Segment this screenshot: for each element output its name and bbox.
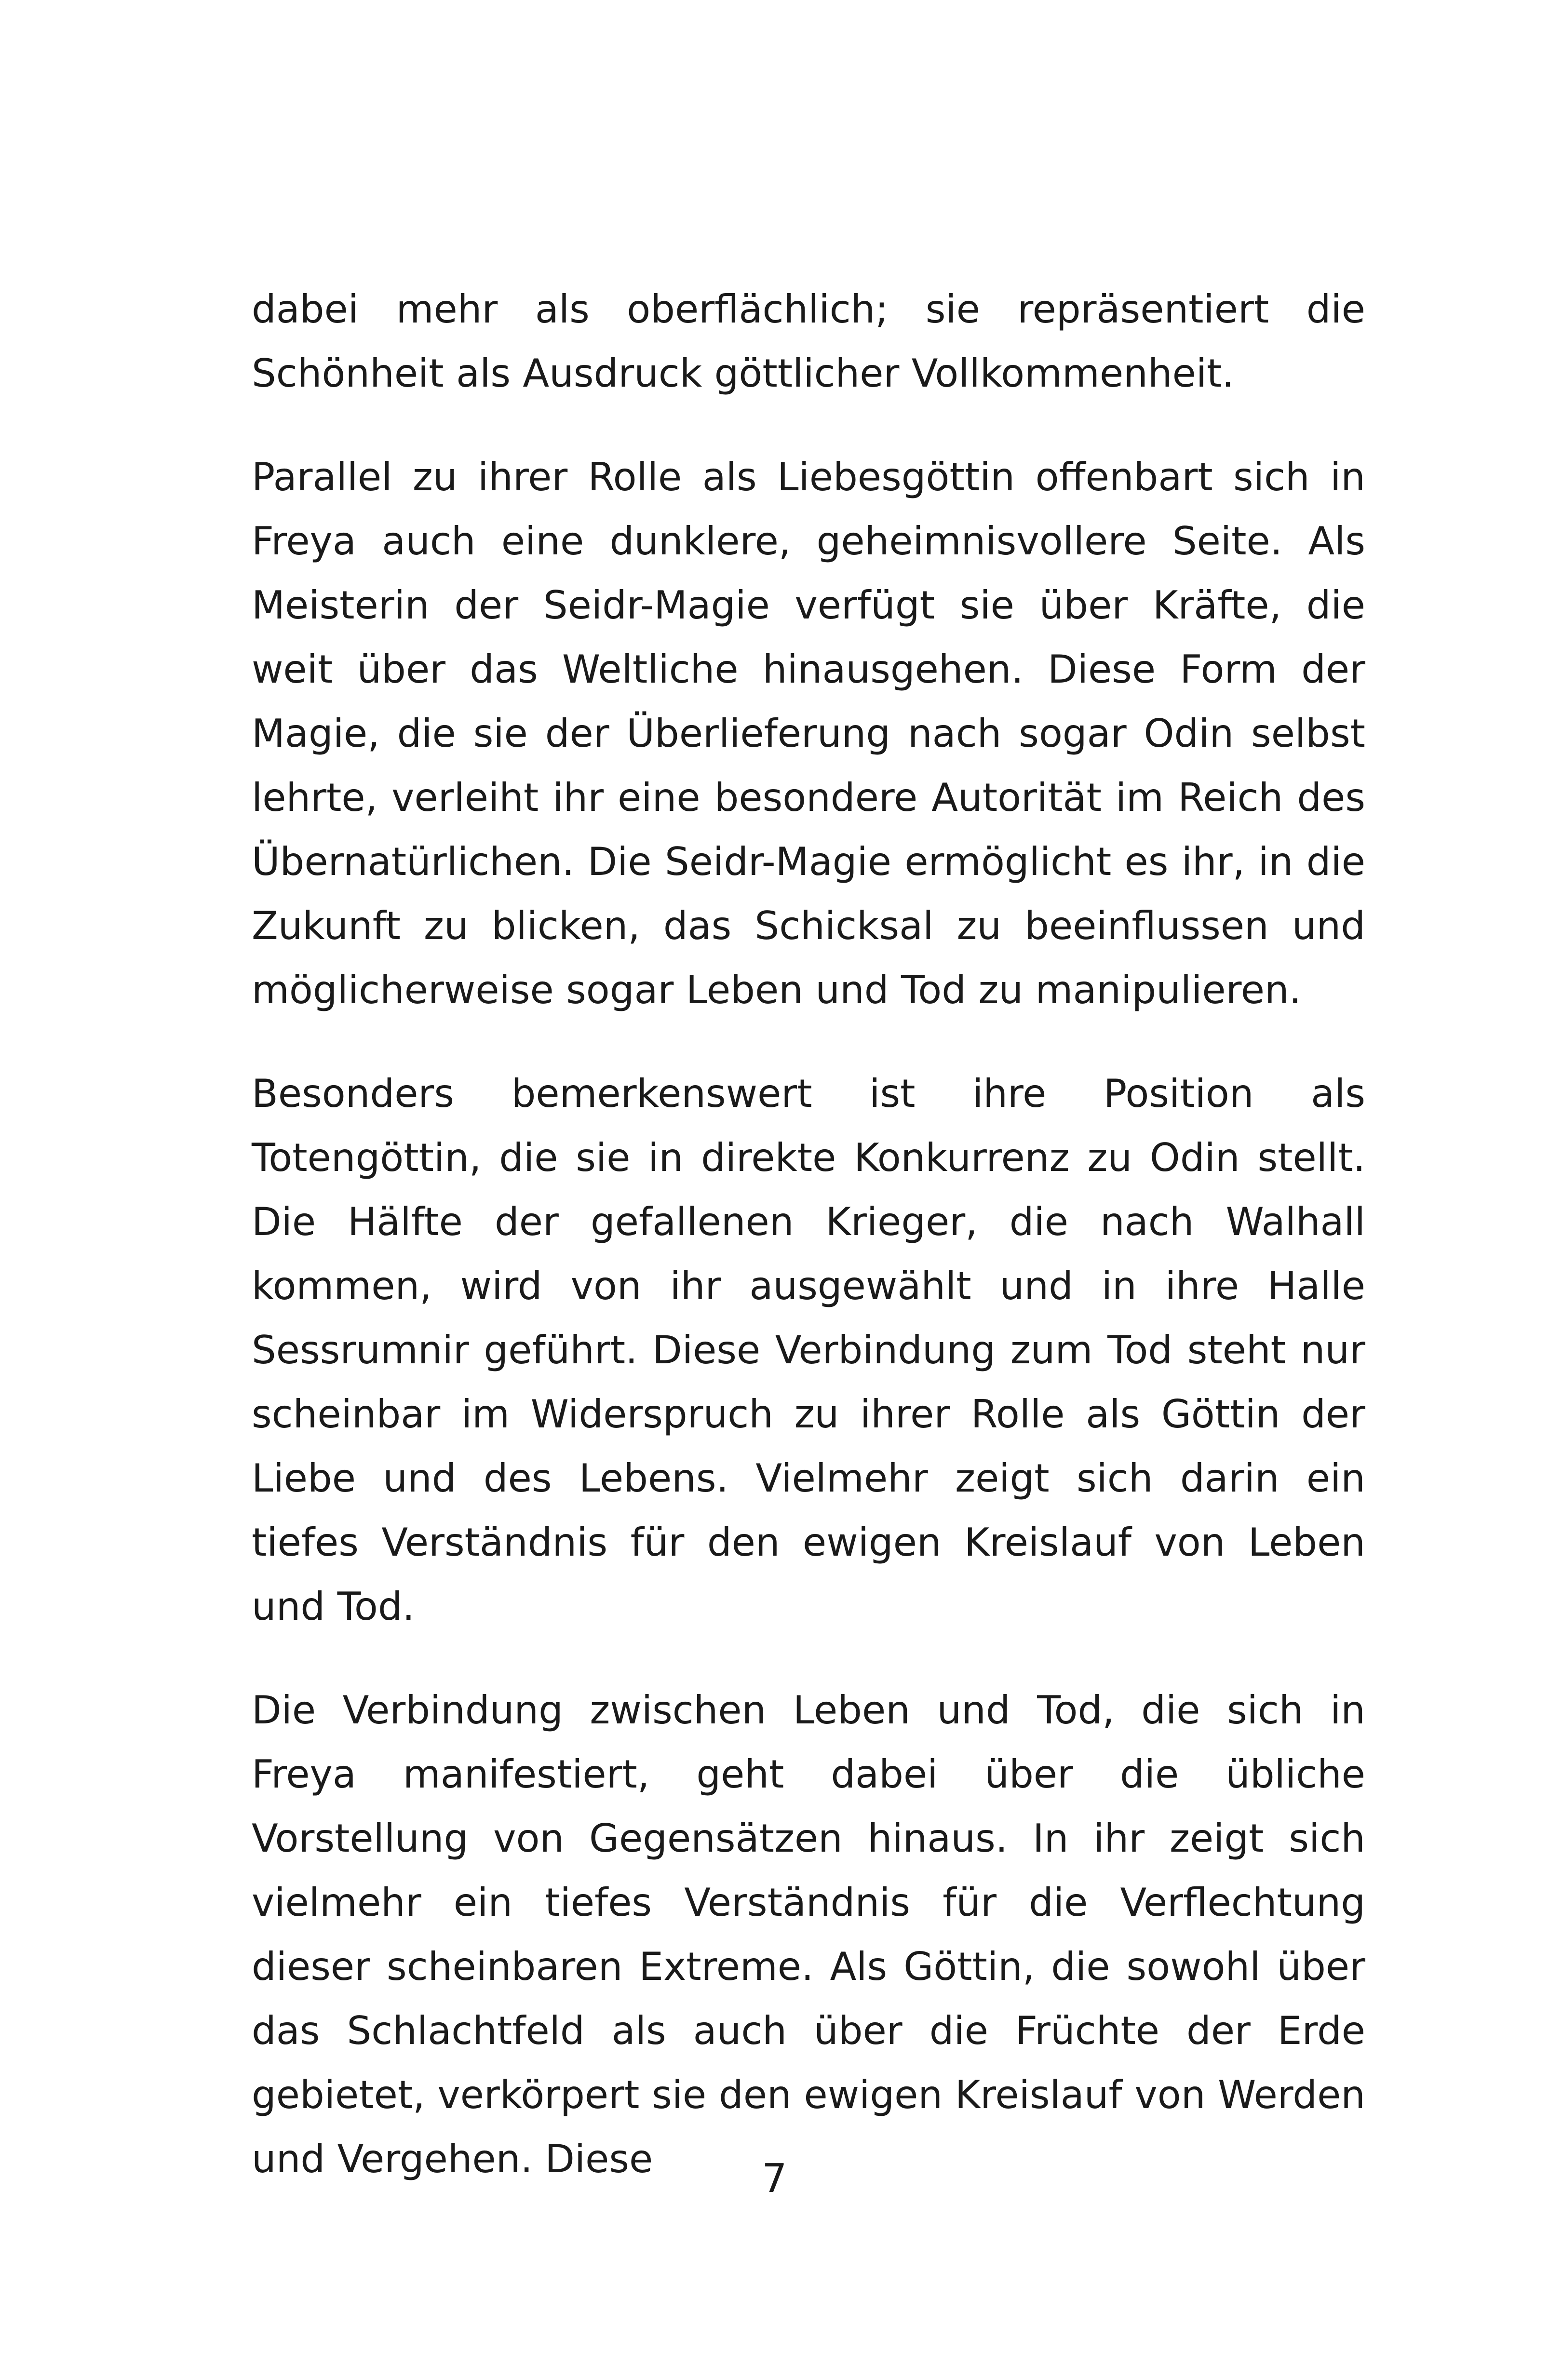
page-body: [252, 277, 1365, 2231]
paragraph-2: Parallel zu ihrer Rolle als Liebesgöttin offenbart sich in Freya auch eine dunklere, geheimnisvollere Seite. Als Meisterin der Seidr-Magie verfügt sie über Kräfte, die weit über das Weltliche hinausgehen. Diese Form der Magie, die sie der Überlieferung nach sogar Odin selbst lehrte, verleiht ihr eine besondere Autorität im Reich des Übernatürlichen. Die Seidr-Magie ermöglicht es ihr, in die Zukunft zu blicken, das Schicksal zu beeinflussen und möglicherweise sogar Leben und Tod zu manipulieren.: [252, 455, 1365, 1012]
page-number: 7: [762, 2156, 787, 2202]
paragraph-3: Besonders bemerkenswert ist ihre Position als Totengöttin, die sie in direkte Konkurrenz zu Odin stellt. Die Hälfte der gefallenen Krieger, die nach Walhall kommen, wird von ihr ausgewählt und in ihre Halle Sessrumnir geführt. Diese Verbindung zum Tod steht nur scheinbar im Widerspruch zu ihrer Rolle als Göttin der Liebe und des Lebens. Vielmehr zeigt sich darin ein tiefes Verständnis für den ewigen Kreislauf von Leben und Tod.: [252, 1071, 1365, 1629]
paragraph-4: Die Verbindung zwischen Leben und Tod, die sich in Freya manifestiert, geht dabei über die übliche Vorstellung von Gegensätzen hinaus. In ihr zeigt sich vielmehr ein tiefes Verständnis für die Verflechtung dieser scheinbaren Extreme. Als Göttin, die sowohl über das Schlachtfeld als auch über die Früchte der Erde gebietet, verkörpert sie den ewigen Kreislauf von Werden und Vergehen. Diese: [252, 1688, 1365, 2181]
paragraph-1: dabei mehr als oberflächlich; sie repräsentiert die Schönheit als Ausdruck göttlicher Vollkommenheit.: [252, 287, 1365, 396]
